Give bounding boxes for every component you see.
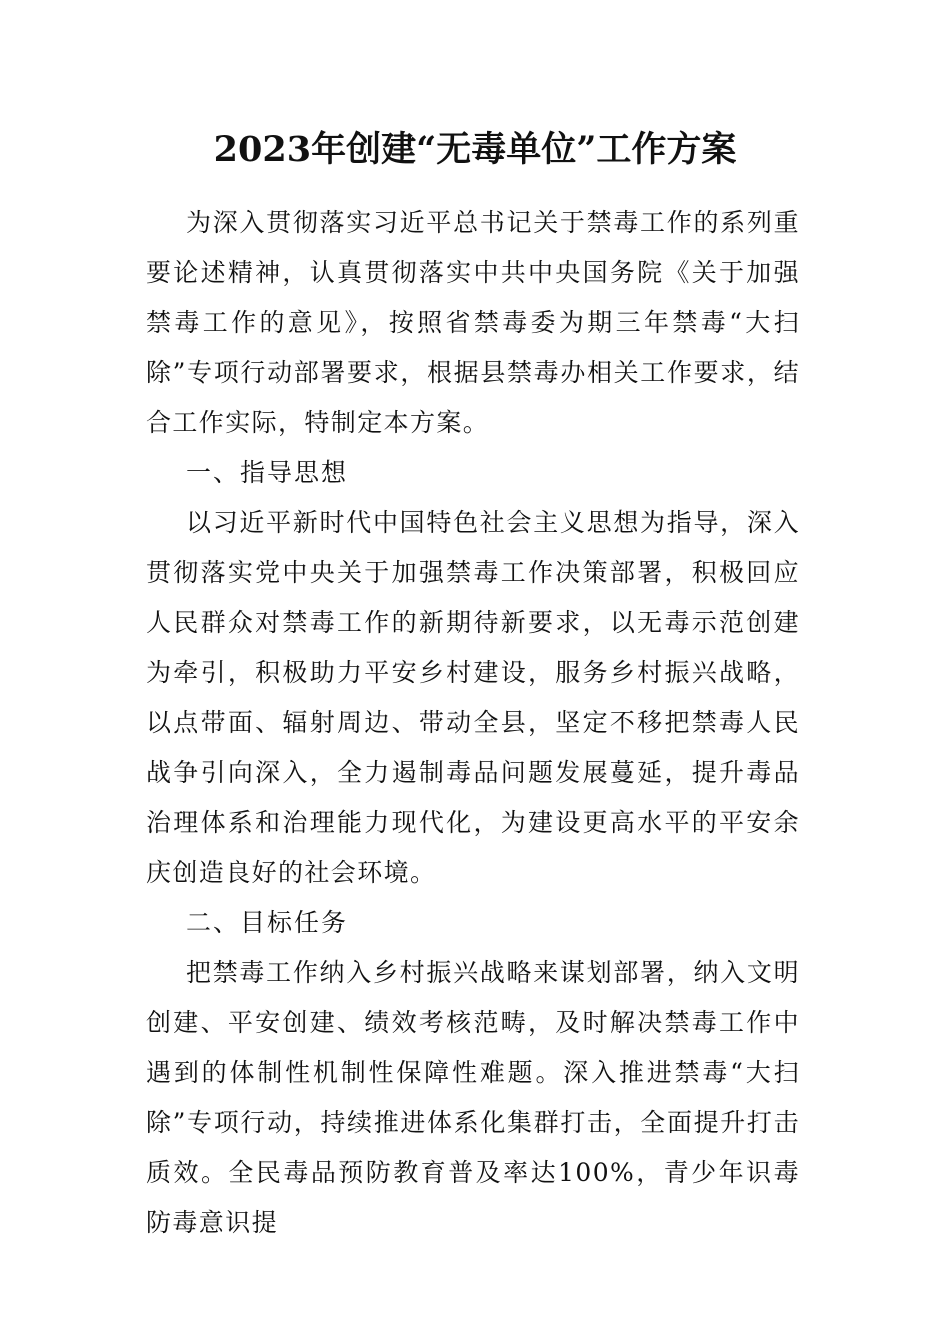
section-heading-guiding-ideology: 一、指导思想 [186,458,349,487]
intro-paragraph: 为深入贯彻落实习近平总书记关于禁毒工作的系列重要论述精神，认真贯彻落实中共中央国务院《关于加强禁毒工作的意见》，按照省禁毒委为期三年禁毒“大扫除”专项行动部署要求，根据县禁毒办相关工作要求，结合工作实际，特制定本方案。 [146,208,800,437]
objectives-paragraph: 把禁毒工作纳入乡村振兴战略来谋划部署，纳入文明创建、平安创建、绩效考核范畴，及时解决禁毒工作中遇到的体制性机制性保障性难题。深入推进禁毒“大扫除”专项行动，持续推进体系化集群打击，全面提升打击质效。全民毒品预防教育普及率达100%，青少年识毒防毒意识提 [146,958,800,1237]
guiding-ideology-paragraph: 以习近平新时代中国特色社会主义思想为指导，深入贯彻落实党中央关于加强禁毒工作决策部署，积极回应人民群众对禁毒工作的新期待新要求，以无毒示范创建为牵引，积极助力平安乡村建设，服务乡村振兴战略，以点带面、辐射周边、带动全县，坚定不移把禁毒人民战争引向深入，全力遏制毒品问题发展蔓延，提升毒品治理体系和治理能力现代化，为建设更高水平的平安余庆创造良好的社会环境。 [146,508,800,887]
document-body [146,198,800,1248]
section-heading-objectives: 二、目标任务 [186,908,349,937]
document-title: 2023年创建“无毒单位”工作方案 [213,129,737,170]
